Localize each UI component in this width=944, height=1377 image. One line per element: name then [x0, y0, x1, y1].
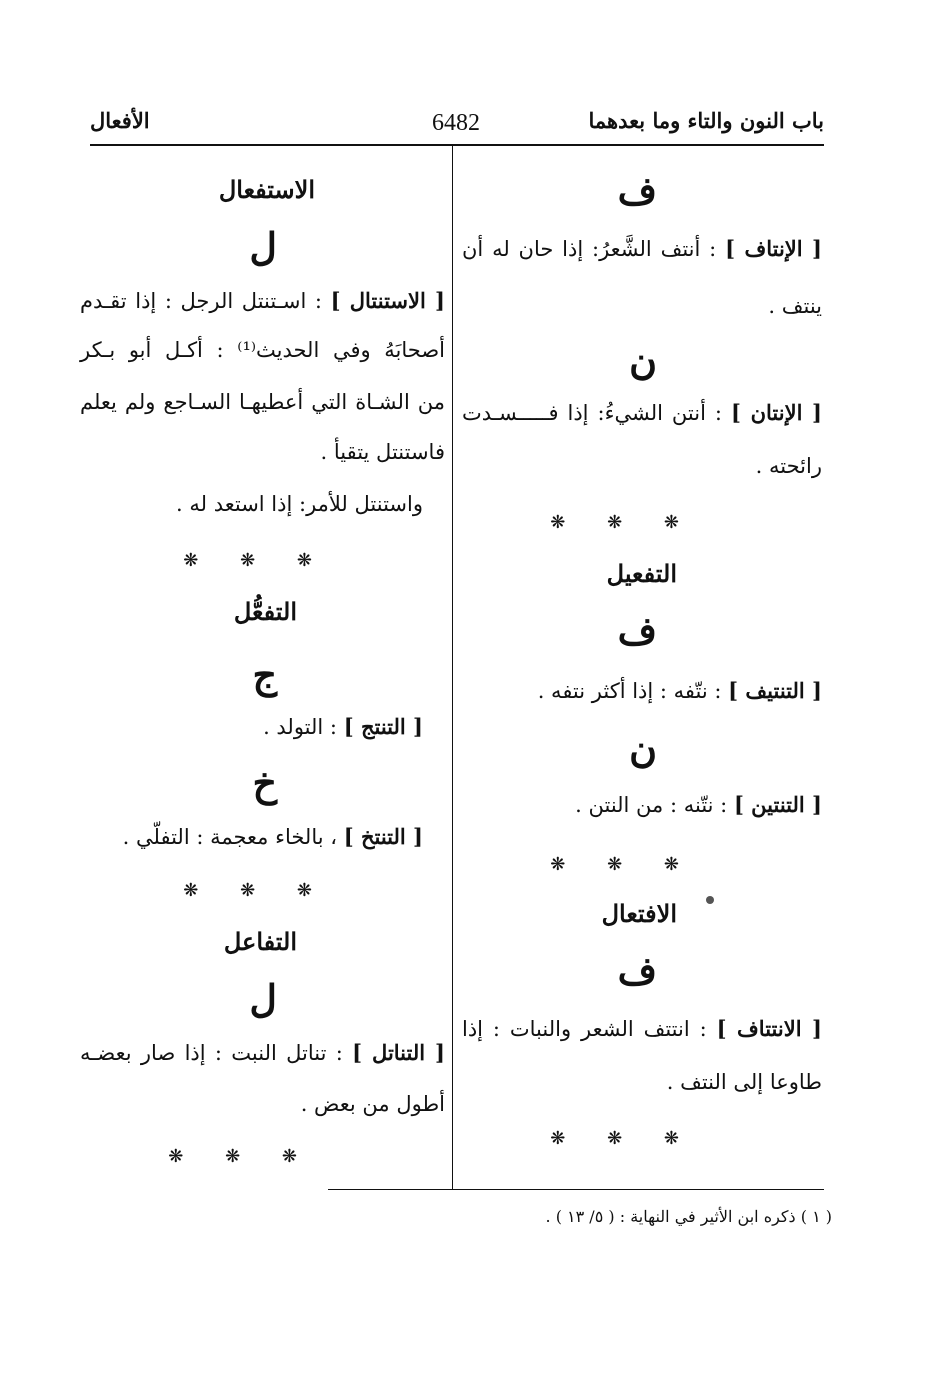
entry-tanatul-line2: أطول من بعض .: [300, 1092, 445, 1116]
section-title-istifal: الاستفعال: [218, 175, 315, 204]
entry-istintal-line5: واستنتل للأمر: إذا استعد له .: [176, 492, 423, 516]
entry-tantin: [575, 794, 822, 816]
letter-heading-jim: ج: [252, 652, 277, 697]
section-separator-stars: ❋ ❋ ❋: [550, 854, 697, 875]
entry-intaf-line2: ينتف .: [768, 294, 822, 318]
left-column: [80, 0, 445, 1200]
section-title-tafaul2: التفاعل: [223, 927, 297, 956]
footnote-rule: [328, 1189, 824, 1190]
entry-intaf-line1: [462, 238, 822, 260]
entry-text: : أنتن الشيءُ: إذا فـــــسـدت: [462, 401, 723, 425]
entry-text: : نتّفه : إذا أكثر نتفه .: [537, 679, 722, 703]
letter-heading-fa: ف: [617, 168, 657, 213]
print-speck: [706, 896, 714, 904]
entry-tanattuj: [263, 716, 423, 738]
entry-term: [ الإنتان ]: [731, 400, 822, 425]
running-header-section: الأفعال: [90, 108, 150, 133]
entry-term: [ الاستنتال ]: [330, 288, 445, 313]
letter-heading-lam: ل: [249, 224, 277, 269]
section-title-tafeel: التفعيل: [606, 559, 677, 588]
entry-intitaf-line1: [462, 1018, 822, 1040]
letter-heading-lam: ل: [249, 976, 277, 1021]
entry-istintal-line3: من الشـاة التي أعطيهـا السـاجع ولم يعلم: [80, 390, 445, 414]
entry-istintal-line1: [80, 290, 445, 312]
entry-text: : التولد .: [263, 715, 338, 739]
entry-text: : تناتل النبت : إذا صار بعضـه: [80, 1041, 343, 1065]
letter-heading-fa: ف: [617, 608, 657, 653]
entry-intitaf-line2: طاوعا إلى النتف .: [666, 1070, 822, 1094]
section-separator-stars: ❋ ❋ ❋: [183, 880, 330, 901]
section-title-tafaul: التفعُّل: [233, 597, 297, 626]
entry-term: [ التنتين ]: [733, 792, 822, 817]
section-title-ifteal: الافتعال: [601, 899, 677, 928]
entry-text: ، بالخاء معجمة : التفلّي .: [122, 825, 338, 849]
entry-term: [ التنتخ ]: [343, 824, 423, 849]
entry-intan-line1: [462, 402, 822, 424]
entry-istintal-line2: أصحابَهُ وفي الحديث⁽¹⁾ : أكـل أبو بـكر: [80, 338, 445, 362]
entry-text: : اسـتنتل الرجل : إذا تقـدم: [80, 289, 322, 313]
section-separator-stars: ❋ ❋ ❋: [550, 512, 697, 533]
letter-heading-nun: ن: [629, 338, 657, 383]
entry-term: [ التنتج ]: [343, 714, 423, 739]
section-separator-stars: ❋ ❋ ❋: [168, 1146, 315, 1167]
right-column: [462, 0, 822, 1200]
entry-text: : أنتف الشَّعرُ: إذا حان له أن: [462, 237, 717, 261]
entry-text: : انتتف الشعر والنبات : إذا: [462, 1017, 707, 1041]
entry-tantif: [538, 680, 822, 702]
section-separator-stars: ❋ ❋ ❋: [550, 1128, 697, 1149]
entry-istintal-line4: فاستنتل يتقيأ .: [320, 440, 445, 464]
entry-term: [ التنتيف ]: [728, 678, 822, 703]
letter-heading-fa: ف: [617, 948, 657, 993]
entry-term: [ التناتل ]: [352, 1040, 445, 1065]
letter-heading-kha: خ: [252, 760, 277, 805]
column-divider: [452, 146, 453, 1189]
entry-text: : نتّنه : من النتن .: [575, 793, 728, 817]
entry-tanatul-line1: [80, 1042, 445, 1064]
entry-term: [ الانتتاف ]: [716, 1016, 822, 1041]
entry-tanattukh: [123, 826, 423, 848]
footnote: ( ١ ) ذكره ابن الأثير في النهاية : ( ٥/ ١٣ ) .: [545, 1207, 832, 1226]
section-separator-stars: ❋ ❋ ❋: [183, 550, 330, 571]
running-header-chapter: باب النون والتاء وما بعدهما: [588, 108, 824, 133]
entry-term: [ الإنتاف ]: [725, 236, 822, 261]
letter-heading-nun: ن: [629, 726, 657, 771]
page-number: 6482: [432, 110, 480, 136]
entry-intan-line2: رائحته .: [755, 454, 822, 478]
